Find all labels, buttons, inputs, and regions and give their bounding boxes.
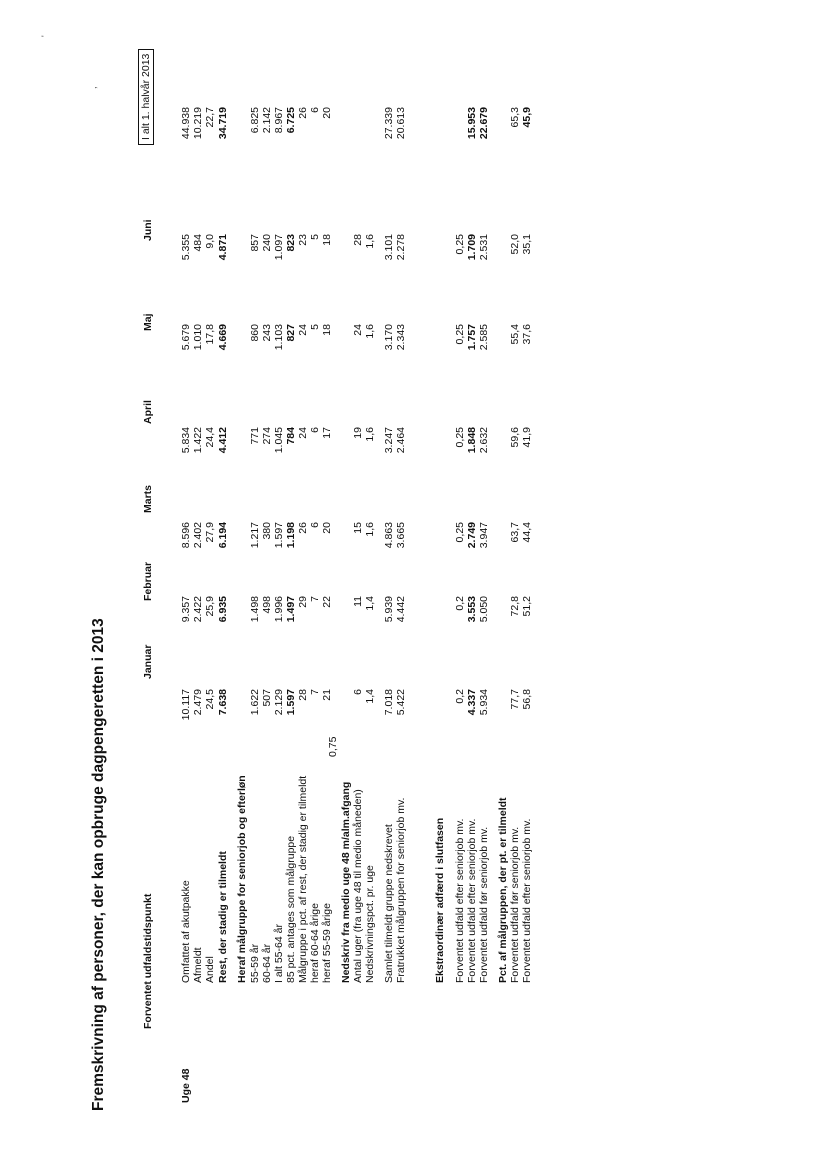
value-cell: 7.638 <box>217 689 229 716</box>
value-cell: 274 <box>261 427 273 445</box>
value-cell: 37,6 <box>521 324 533 345</box>
value-cell: 1.045 <box>273 427 285 454</box>
value-cell: 59,6 <box>509 427 521 448</box>
value-cell: 3.553 <box>466 596 478 623</box>
value-cell: 1,6 <box>364 234 376 249</box>
value-cell: 5.679 <box>180 324 192 351</box>
value-cell: 6 <box>309 427 321 433</box>
row-label: Nedskriv fra medio uge 48 m/alm.afgang <box>340 781 352 983</box>
value-cell: 4.337 <box>466 689 478 716</box>
value-cell: 1.097 <box>273 234 285 261</box>
total-cell: 27.339 <box>383 107 395 140</box>
page-title: Fremskrivning af personer, der kan opbruge dagpengeretten i 2013 <box>90 618 107 1111</box>
value-cell: 15 <box>352 522 364 534</box>
column-header-label: Forventet udfaldstidspunkt <box>142 893 154 1029</box>
value-cell: 24 <box>297 427 309 439</box>
value-cell: 28 <box>352 234 364 246</box>
value-cell: 3.170 <box>383 324 395 351</box>
value-cell: 1.198 <box>285 522 297 549</box>
row-label: Omfattet af akutpakke <box>180 880 192 983</box>
total-cell: 20 <box>321 107 333 119</box>
row-label: 85 pct. antages som målgruppe <box>285 835 297 983</box>
value-cell: 4.863 <box>383 522 395 549</box>
value-cell: 21 <box>321 689 333 701</box>
column-header-month: Januar <box>142 644 154 679</box>
value-cell: 55,4 <box>509 324 521 345</box>
value-cell: 1,6 <box>364 427 376 442</box>
value-cell: 1.498 <box>249 596 261 623</box>
value-cell: 6.935 <box>217 596 229 623</box>
value-cell: 2.632 <box>478 427 490 454</box>
value-cell: 5.934 <box>478 689 490 716</box>
total-cell: 15.953 <box>466 107 478 140</box>
value-cell: 41,9 <box>521 427 533 448</box>
value-cell: 4.442 <box>395 596 407 623</box>
value-cell: 72,8 <box>509 596 521 617</box>
value-cell: 2.464 <box>395 427 407 454</box>
value-cell: 7 <box>309 596 321 602</box>
value-cell: 8.596 <box>180 522 192 549</box>
total-cell: 22,7 <box>204 107 216 128</box>
value-cell: 63,7 <box>509 522 521 543</box>
value-cell: 27,9 <box>204 522 216 543</box>
value-cell: 4.669 <box>217 324 229 351</box>
value-cell: 24 <box>352 324 364 336</box>
row-label: Forventet udfald efter seniorjob mv. <box>454 818 466 983</box>
value-cell: 6 <box>309 522 321 528</box>
value-cell: 9.357 <box>180 596 192 623</box>
value-cell: 5.355 <box>180 234 192 261</box>
value-cell: 18 <box>321 234 333 246</box>
value-cell: 240 <box>261 234 273 252</box>
value-cell: 19 <box>352 427 364 439</box>
row-label: Antal uger (fra uge 48 til medio måneden) <box>352 789 364 983</box>
value-cell: 24 <box>297 324 309 336</box>
value-cell: 2.278 <box>395 234 407 261</box>
column-header-month: Marts <box>142 484 154 513</box>
total-cell: 45,9 <box>521 107 533 128</box>
value-cell: 1.597 <box>273 522 285 549</box>
value-cell: 0,25 <box>454 427 466 448</box>
value-cell: 243 <box>261 324 273 342</box>
value-cell: 784 <box>285 427 297 445</box>
value-cell: 1.103 <box>273 324 285 351</box>
value-cell: 1.597 <box>285 689 297 716</box>
total-cell: 10.219 <box>192 107 204 140</box>
row-label: Afmeldt <box>192 947 204 983</box>
row-label: 60-64 år <box>261 943 273 983</box>
value-cell: 860 <box>249 324 261 342</box>
value-cell: 1.622 <box>249 689 261 716</box>
row-label: Ekstraordinær adfærd i slutfasen <box>434 817 446 983</box>
value-cell: 823 <box>285 234 297 252</box>
row-label: Fratrukket målgruppen for seniorjob mv. <box>395 797 407 983</box>
value-cell: 7.018 <box>383 689 395 716</box>
value-cell: 52,0 <box>509 234 521 255</box>
value-cell: 17 <box>321 427 333 439</box>
value-cell: 771 <box>249 427 261 445</box>
value-cell: 5.834 <box>180 427 192 454</box>
value-cell: 2.422 <box>192 596 204 623</box>
value-cell: 1.996 <box>273 596 285 623</box>
value-cell: 77,7 <box>509 689 521 710</box>
value-cell: 5 <box>309 234 321 240</box>
value-cell: 35,1 <box>521 234 533 255</box>
value-cell: 1.497 <box>285 596 297 623</box>
value-cell: 507 <box>261 689 273 707</box>
total-cell: 2.142 <box>261 107 273 134</box>
row-label: 55-59 år <box>249 943 261 983</box>
value-cell: 29 <box>297 596 309 608</box>
scan-mark: ' <box>40 35 50 37</box>
value-cell: 44,4 <box>521 522 533 543</box>
value-cell: 9,0 <box>204 234 216 249</box>
value-cell: 1,4 <box>364 596 376 611</box>
value-cell: 0,25 <box>454 234 466 255</box>
side-value: 0,75 <box>327 736 339 757</box>
value-cell: 3.247 <box>383 427 395 454</box>
total-cell: 8.967 <box>273 107 285 134</box>
value-cell: 0,25 <box>454 324 466 345</box>
total-cell: 20.613 <box>395 107 407 140</box>
value-cell: 827 <box>285 324 297 342</box>
total-cell: 34.719 <box>217 107 229 140</box>
value-cell: 1.422 <box>192 427 204 454</box>
value-cell: 4.871 <box>217 234 229 261</box>
value-cell: 17,8 <box>204 324 216 345</box>
value-cell: 1.848 <box>466 427 478 454</box>
value-cell: 1,6 <box>364 522 376 537</box>
value-cell: 5 <box>309 324 321 330</box>
scan-mark: , <box>88 86 98 89</box>
column-header-total: I alt 1. halvår 2013 <box>138 49 154 145</box>
column-header-month: Juni <box>142 219 154 241</box>
value-cell: 24,5 <box>204 689 216 710</box>
value-cell: 5.939 <box>383 596 395 623</box>
value-cell: 0,2 <box>454 689 466 704</box>
value-cell: 1.757 <box>466 324 478 351</box>
column-header-month: Maj <box>142 313 154 331</box>
value-cell: 2.585 <box>478 324 490 351</box>
value-cell: 20 <box>321 522 333 534</box>
column-header-month: Februar <box>142 561 154 601</box>
row-label: Forventet udfald efter seniorjob mv. <box>521 818 533 983</box>
value-cell: 51,2 <box>521 596 533 617</box>
value-cell: 5.050 <box>478 596 490 623</box>
value-cell: 26 <box>297 522 309 534</box>
row-label: Forventet udfald før seniorjob mv. <box>509 826 521 983</box>
value-cell: 4.412 <box>217 427 229 454</box>
value-cell: 2.129 <box>273 689 285 716</box>
total-cell: 6 <box>309 107 321 113</box>
value-cell: 1.010 <box>192 324 204 351</box>
row-label: heraf 60-64 årige <box>309 903 321 983</box>
value-cell: 498 <box>261 596 273 614</box>
value-cell: 3.101 <box>383 234 395 261</box>
value-cell: 857 <box>249 234 261 252</box>
total-cell: 6.825 <box>249 107 261 134</box>
value-cell: 0,2 <box>454 596 466 611</box>
value-cell: 0,25 <box>454 522 466 543</box>
value-cell: 6 <box>352 689 364 695</box>
value-cell: 2.402 <box>192 522 204 549</box>
row-label: Forventet udfald før seniorjob mv. <box>478 826 490 983</box>
value-cell: 6.194 <box>217 522 229 549</box>
row-label: Pct. af målgruppen, der pt. er tilmeldt <box>497 797 509 983</box>
value-cell: 2.343 <box>395 324 407 351</box>
value-cell: 3.665 <box>395 522 407 549</box>
value-cell: 484 <box>192 234 204 252</box>
column-header-month: April <box>142 400 154 424</box>
value-cell: 22 <box>321 596 333 608</box>
row-label: Nedskrivningspct. pr. uge <box>364 865 376 983</box>
value-cell: 56,8 <box>521 689 533 710</box>
value-cell: 7 <box>309 689 321 695</box>
value-cell: 2.749 <box>466 522 478 549</box>
row-label: I alt 55-64 år <box>273 924 285 983</box>
row-label: Andel <box>204 956 216 983</box>
row-label: Målgruppe i pct. af rest, der stadig er tilmeldt <box>297 775 309 983</box>
value-cell: 1.709 <box>466 234 478 261</box>
value-cell: 18 <box>321 324 333 336</box>
value-cell: 23 <box>297 234 309 246</box>
value-cell: 1,6 <box>364 324 376 339</box>
row-label: heraf 55-59 årige <box>321 903 333 983</box>
value-cell: 1,4 <box>364 689 376 704</box>
total-cell: 44.938 <box>180 107 192 140</box>
row-label: Forventet udfald efter seniorjob mv. <box>466 818 478 983</box>
value-cell: 380 <box>261 522 273 540</box>
row-label: Heraf målgruppe for seniorjob og efterløn <box>236 775 248 983</box>
value-cell: 1.217 <box>249 522 261 549</box>
value-cell: 5.422 <box>395 689 407 716</box>
total-cell: 26 <box>297 107 309 119</box>
total-cell: 22.679 <box>478 107 490 140</box>
value-cell: 25,9 <box>204 596 216 617</box>
value-cell: 11 <box>352 596 364 607</box>
week-label: Uge 48 <box>180 1068 192 1103</box>
value-cell: 10.117 <box>180 689 192 721</box>
row-label: Rest, der stadig er tilmeldt <box>217 851 229 983</box>
value-cell: 28 <box>297 689 309 701</box>
value-cell: 2.531 <box>478 234 490 261</box>
value-cell: 3.947 <box>478 522 490 549</box>
value-cell: 2.479 <box>192 689 204 716</box>
value-cell: 24,4 <box>204 427 216 448</box>
total-cell: 65,3 <box>509 107 521 128</box>
total-cell: 6.725 <box>285 107 297 134</box>
row-label: Samlet tilmeldt gruppe nedskrevet <box>383 824 395 983</box>
